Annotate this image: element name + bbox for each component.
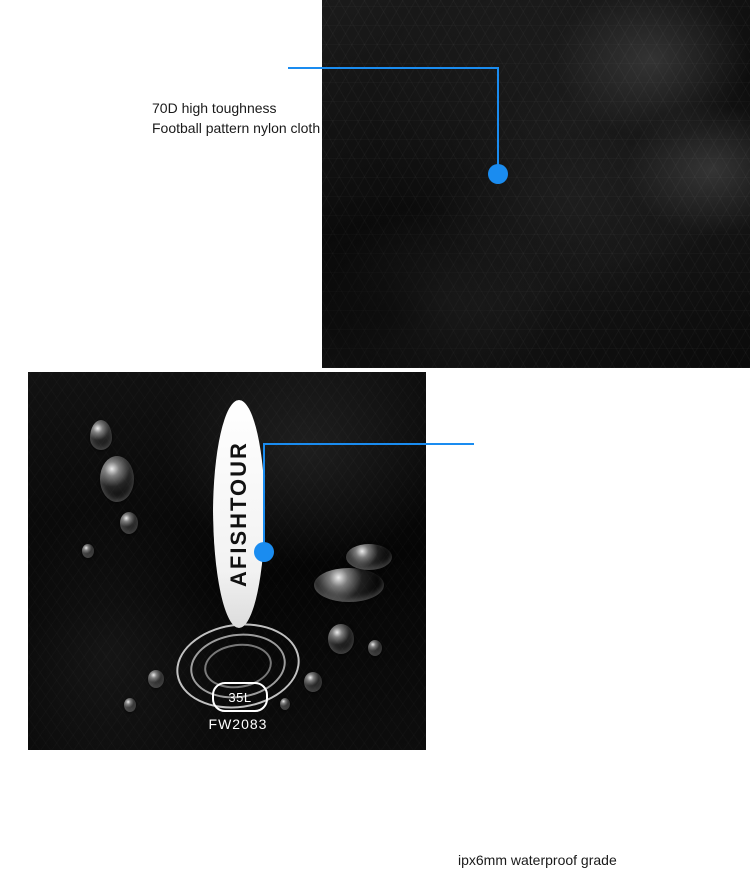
top-callout-line-2: Football pattern nylon cloth <box>152 120 321 136</box>
bottom-panel <box>0 372 750 868</box>
top-callout-label <box>152 98 320 138</box>
model-number-text: FW2083 <box>208 716 268 732</box>
water-droplet <box>148 670 164 688</box>
top-panel-white-space <box>28 0 322 368</box>
water-droplet <box>304 672 322 692</box>
water-droplet <box>90 420 112 450</box>
bottom-callout-line-1: ipx6mm waterproof grade <box>458 852 617 868</box>
bottom-panel-white-space <box>426 372 722 750</box>
water-droplet <box>280 698 290 710</box>
water-droplet <box>328 624 354 654</box>
volume-badge: 35L <box>212 682 268 712</box>
water-droplet <box>314 568 384 602</box>
brand-logo-text: AFISHTOUR <box>226 441 251 587</box>
water-droplet <box>368 640 382 656</box>
fabric-shading <box>322 0 750 368</box>
water-droplet <box>120 512 138 534</box>
bottom-callout-label <box>458 850 617 870</box>
top-callout-line-1: 70D high toughness <box>152 100 277 116</box>
fabric-closeup-photo <box>322 0 750 368</box>
water-droplet <box>124 698 136 712</box>
waterproof-bag-photo <box>28 372 426 750</box>
water-droplet <box>82 544 94 558</box>
water-droplet <box>346 544 392 570</box>
water-droplet <box>100 456 134 502</box>
top-panel <box>0 0 750 368</box>
